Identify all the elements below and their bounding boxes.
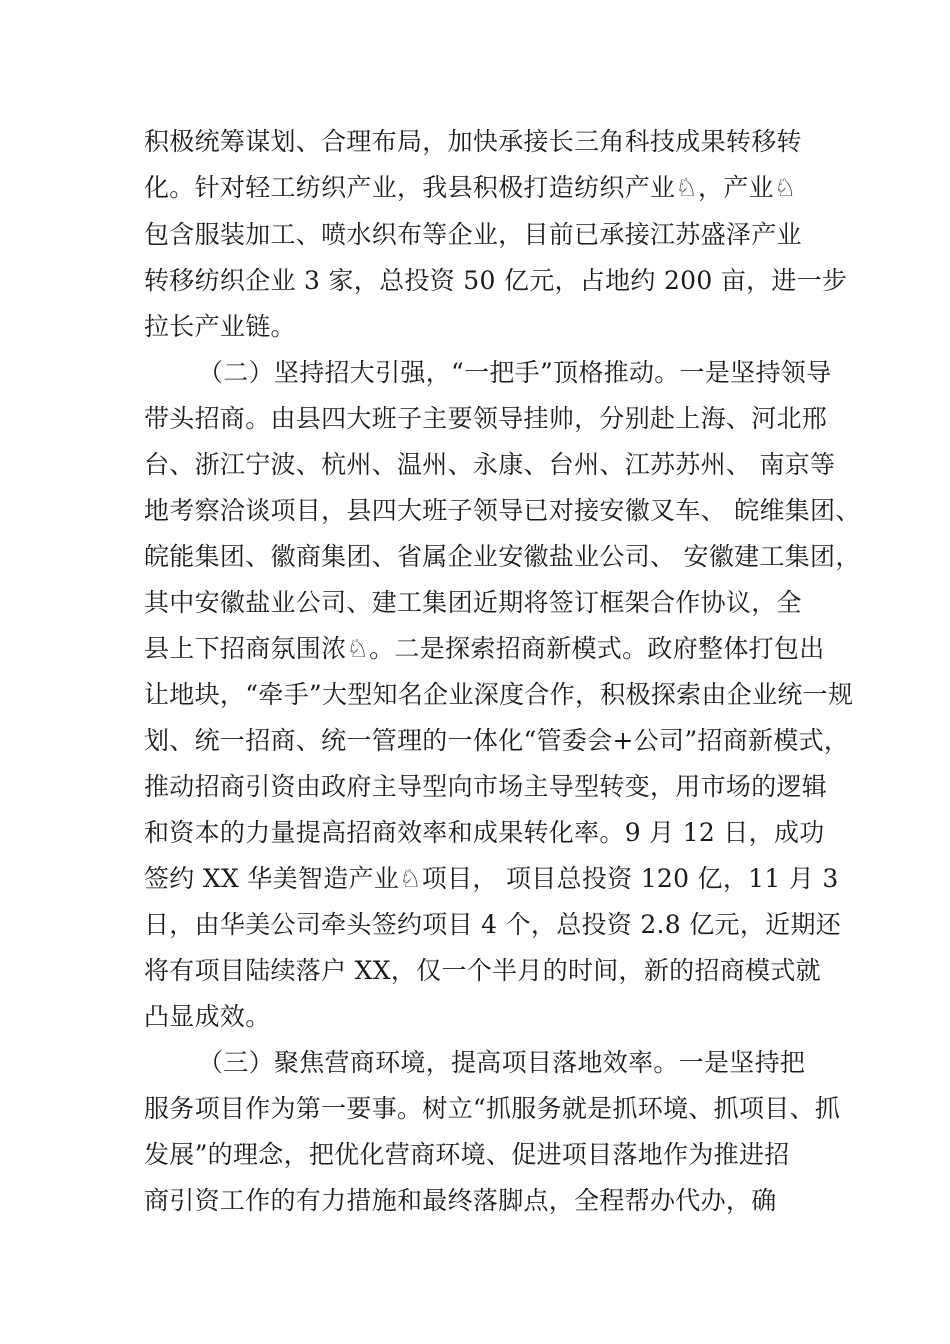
paragraph-line: 发展”的理念，把优化营商环境、促进项目落地作为推进招 [144,1140,790,1169]
paragraph-line: 县上下招商氛围浓♘。二是探索招商新模式。政府整体打包出 [144,634,825,663]
paragraph-line: 其中安徽盐业公司、建工集团近期将签订框架合作协议，全 [144,588,802,617]
paragraph-line: 转移纺织企业 3 家，总投资 50 亿元，占地约 200 亩，进一步 [144,266,848,295]
paragraph-line: 凸显成效。 [144,1002,271,1031]
paragraph-line: 商引资工作的有力措施和最终落脚点，全程帮办代办，确 [144,1186,777,1215]
paragraph-line: 划、统一招商、统一管理的一体化“管委会+公司”招商新模式， [144,726,850,755]
paragraph-line: 和资本的力量提高招商效率和成果转化率。9 月 12 日，成功 [144,818,825,847]
paragraph-line: 推动招商引资由政府主导型向市场主导型转变，用市场的逻辑 [144,772,828,801]
paragraph-line: 化。针对轻工纺织产业，我县积极打造纺织产业♘，产业♘ [144,173,797,202]
paragraph-line: （二）坚持招大引强，“一把手”顶格推动。一是坚持领导 [198,358,832,387]
paragraph-line: 服务项目作为第一要事。树立“抓服务就是抓环境、抓项目、抓 [144,1094,841,1123]
paragraph-line: 将有项目陆续落户 XX，仅一个半月的时间，新的招商模式就 [144,956,821,985]
paragraph-line: 地考察洽谈项目，县四大班子领导已对接安徽叉车、 皖维集团、 [144,496,861,525]
paragraph-line: 拉长产业链。 [144,312,296,341]
paragraph-line: 积极统筹谋划、合理布局，加快承接长三角科技成果转移转 [144,127,802,156]
paragraph-line: 让地块，“牵手”大型知名企业深度合作，积极探索由企业统一规 [144,680,854,709]
paragraph-line: 包含服装加工、喷水织布等企业，目前已承接江苏盛泽产业 [144,220,802,249]
paragraph-line: 台、浙江宁波、杭州、温州、永康、台州、江苏苏州、 南京等 [144,450,836,479]
paragraph-line: （三）聚焦营商环境，提高项目落地效率。一是坚持把 [198,1048,806,1077]
paragraph-line: 签约 XX 华美智造产业♘项目， 项目总投资 120 亿，11 月 3 [144,864,839,893]
paragraph-line: 皖能集团、徽商集团、省属企业安徽盐业公司、 安徽建工集团， [144,542,861,571]
paragraph-line: 带头招商。由县四大班子主要领导挂帅，分别赴上海、河北邢 [144,404,828,433]
paragraph-line: 日，由华美公司牵头签约项目 4 个，总投资 2.8 亿元，近期还 [144,910,842,939]
